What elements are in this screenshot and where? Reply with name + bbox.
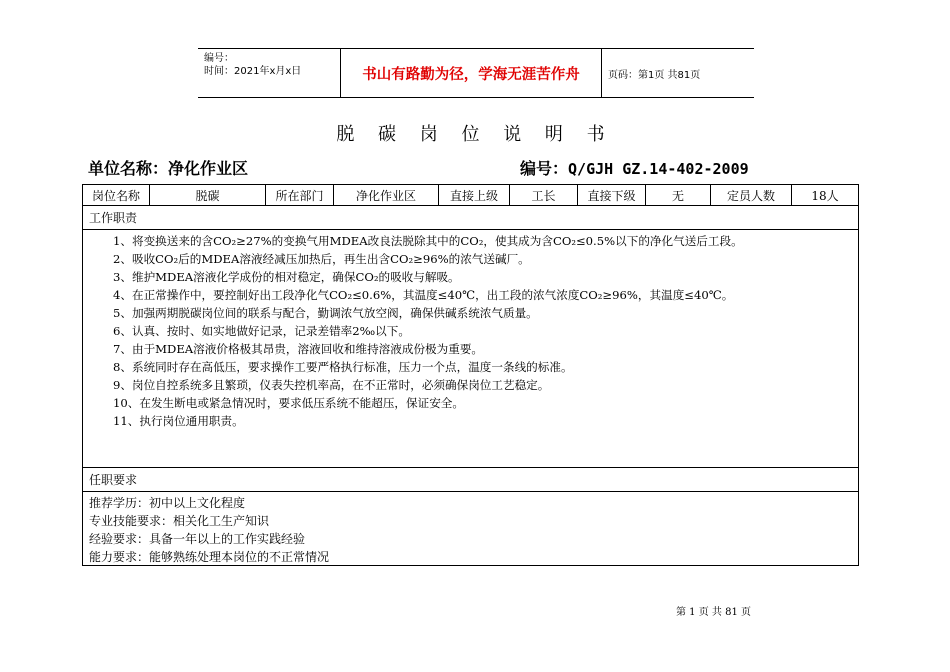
duties-heading: 工作职责: [82, 206, 859, 230]
duty-item: 10、在发生断电或紧急情况时，要求低压系统不能超压，保证安全。: [113, 396, 464, 410]
duty-item: 3、维护MDEA溶液化学成份的相对稳定，确保CO₂的吸收与解吸。: [113, 270, 460, 284]
unit-name: 单位名称：净化作业区: [88, 159, 249, 178]
duty-item: 7、由于MDEA溶液价格极其昂贵，溶液回收和维持溶液成份极为重要。: [113, 342, 484, 356]
requirement-item: 经验要求：具备一年以上的工作实践经验: [89, 532, 306, 546]
info-cell: 脱碳: [150, 185, 266, 206]
info-cell: 净化作业区: [334, 185, 439, 206]
header-time-label: 时间：2021年x月x日: [204, 66, 302, 77]
header-meta-cell: [198, 49, 341, 97]
header-page-label: 页码：第1页 共81页: [608, 69, 701, 81]
page-footer: 第 1 页 共 81 页: [676, 607, 751, 618]
page-header: [198, 48, 754, 98]
info-cell: 定员人数: [711, 185, 792, 206]
duty-item: 6、认真、按时、如实地做好记录，记录差错率2‰以下。: [113, 324, 410, 338]
info-cell: 岗位名称: [83, 185, 150, 206]
info-cell: 直接上级: [439, 185, 510, 206]
header-number-label: 编号：: [204, 53, 234, 64]
header-motto: 书山有路勤为径，学海无涯苦作舟: [341, 49, 602, 97]
requirement-item: 专业技能要求：相关化工生产知识: [89, 514, 270, 528]
document-title: 脱 碳 岗 位 说 明 书: [336, 124, 614, 145]
code-label: 编号：: [520, 159, 569, 178]
info-cell: 无: [646, 185, 711, 206]
duty-item: 1、将变换送来的含CO₂≥27%的变换气用MDEA改良法脱除其中的CO₂，使其成为含CO₂≤0.5%以下的净化气送后工段。: [113, 234, 743, 248]
duty-item: 4、在正常操作中，要控制好出工段净化气CO₂≤0.6%，其温度≤40℃，出工段的浓气浓度CO₂≥96%，其温度≤40℃。: [113, 288, 734, 302]
info-cell: 所在部门: [266, 185, 334, 206]
requirements-heading: 任职要求: [82, 468, 859, 492]
info-cell: 工长: [510, 185, 578, 206]
duty-item: 9、岗位自控系统多且繁琐，仪表失控机率高，在不正常时，必须确保岗位工艺稳定。: [113, 378, 550, 392]
info-cell: 18人: [792, 185, 859, 206]
requirements-list: [82, 492, 859, 566]
duty-item: 11、执行岗位通用职责。: [113, 414, 244, 428]
duty-item: 2、吸收CO₂后的MDEA溶液经减压加热后，再生出含CO₂≥96%的浓气送碱厂。: [113, 252, 530, 266]
requirement-item: 能力要求：能够熟练处理本岗位的不正常情况: [89, 550, 330, 564]
info-cell: 直接下级: [578, 185, 646, 206]
duty-item: 5、加强两期脱碳岗位间的联系与配合，勤调浓气放空阀，确保供碱系统浓气质量。: [113, 306, 538, 320]
info-row: [83, 185, 859, 206]
duties-list: [82, 230, 859, 468]
document-code: [520, 156, 749, 179]
requirement-item: 推荐学历：初中以上文化程度: [89, 496, 246, 510]
position-info-table: [82, 184, 859, 206]
duty-item: 8、系统同时存在高低压，要求操作工要严格执行标准，压力一个点，温度一条线的标准。: [113, 360, 573, 374]
code-value: Q/GJH GZ.14-402-2009: [568, 160, 749, 178]
